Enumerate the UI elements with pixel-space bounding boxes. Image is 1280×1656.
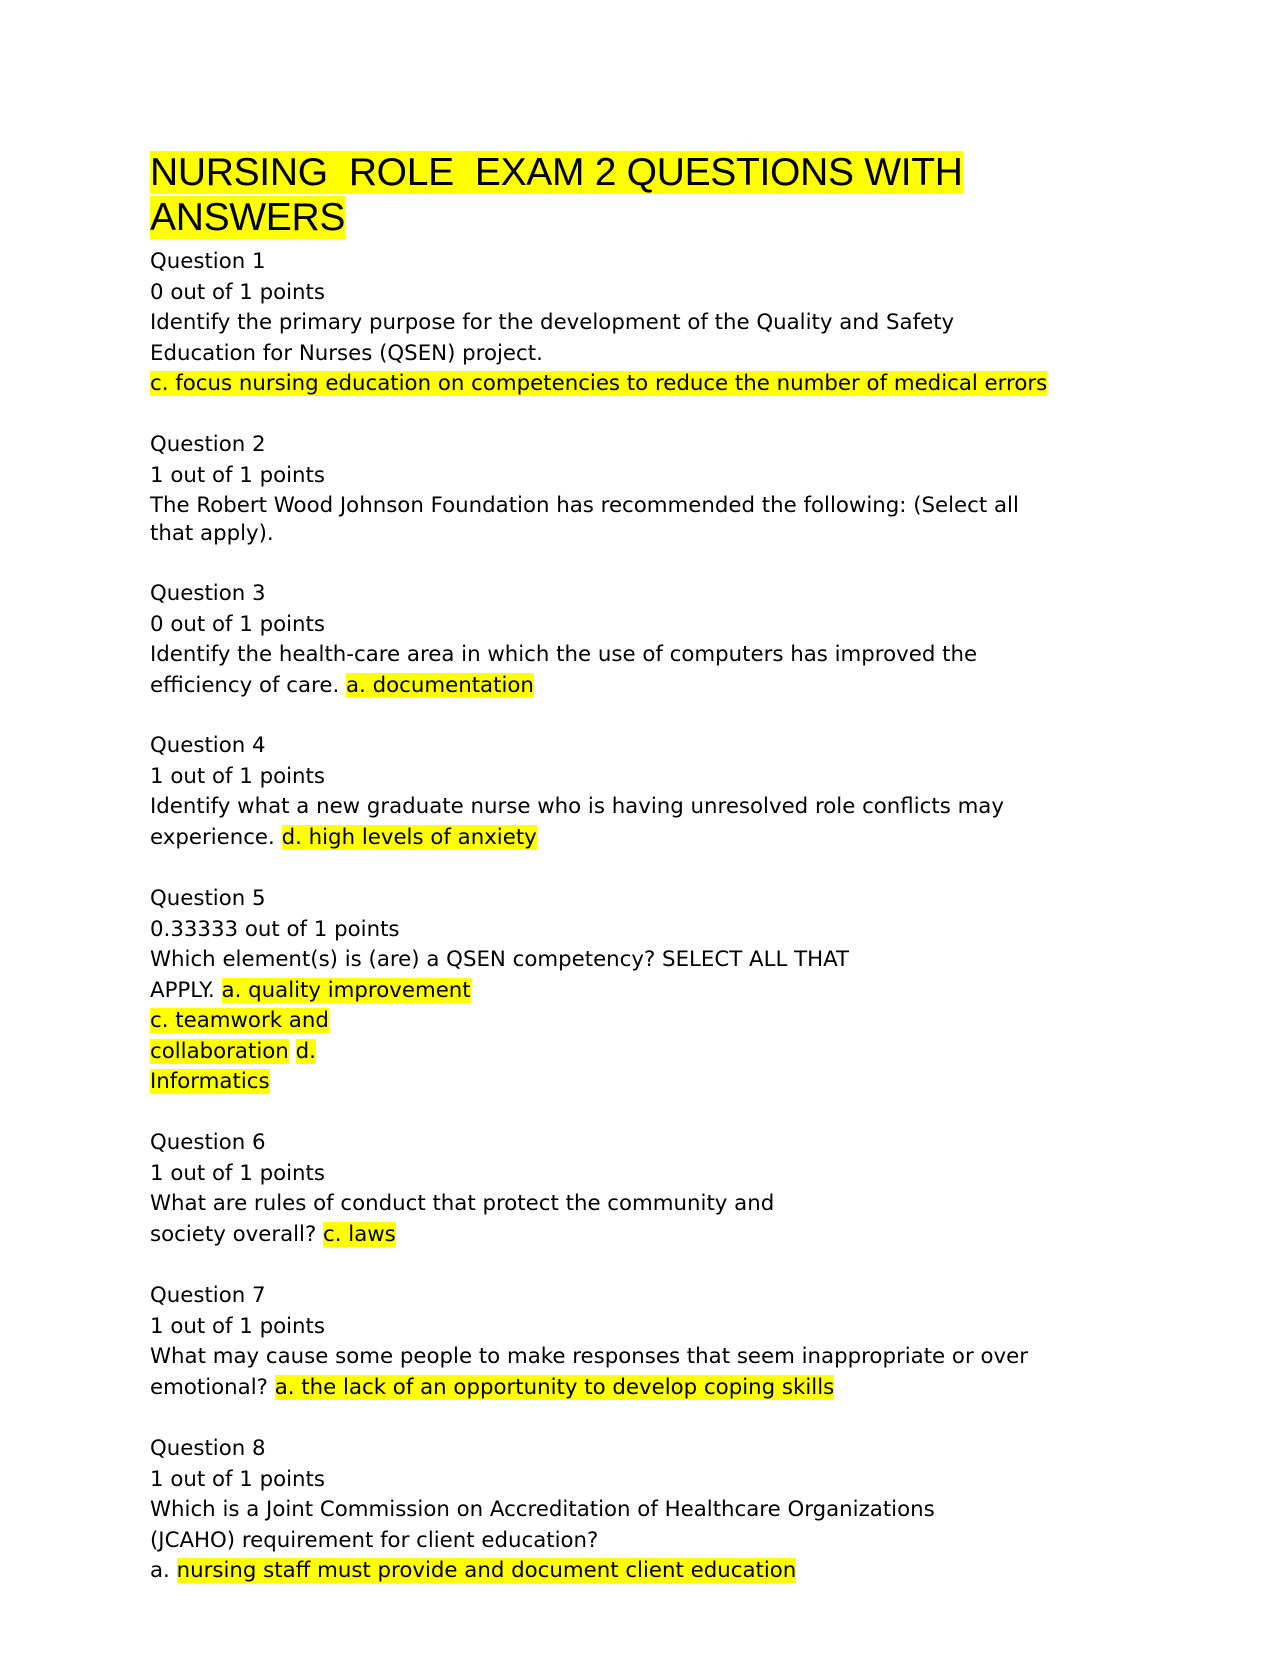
highlighted-answer: c. teamwork and — [150, 1008, 329, 1033]
question-score: 1 out of 1 points — [150, 1466, 325, 1492]
question-text: Which is a Joint Commission on Accreditation of Healthcare Organizations — [150, 1497, 935, 1522]
question-text: Education for Nurses (QSEN) project. — [150, 340, 543, 366]
question-text: efficiency of care. — [150, 672, 346, 698]
highlighted-answer: c. focus nursing education on competencies to reduce the number of medical errors — [150, 371, 1048, 396]
highlighted-answer: Informatics — [150, 1069, 270, 1094]
question-score: 1 out of 1 points — [150, 462, 325, 488]
question-1 — [150, 247, 1150, 400]
question-6 — [150, 1128, 1150, 1250]
question-7 — [150, 1281, 1150, 1403]
highlighted-answer: nursing staff must provide and document client education — [176, 1558, 797, 1583]
question-text: that apply). — [150, 520, 274, 546]
title-line-2: ANSWERS — [150, 196, 346, 239]
highlighted-answer: collaboration — [150, 1038, 289, 1064]
question-label: Question 5 — [150, 886, 266, 911]
question-4 — [150, 731, 1150, 853]
title-line-1: NURSING ROLE EXAM 2 QUESTIONS WITH — [150, 151, 963, 194]
question-label: Question 1 — [150, 249, 266, 274]
document-title — [150, 150, 1150, 240]
question-text: emotional? — [150, 1374, 275, 1400]
question-text: What may cause some people to make responses that seem inappropriate or over — [150, 1344, 1028, 1369]
highlighted-answer: c. laws — [323, 1221, 396, 1247]
question-label: Question 8 — [150, 1436, 266, 1461]
question-text: society overall? — [150, 1221, 324, 1247]
question-text: Identify what a new graduate nurse who is having unresolved role conflicts may — [150, 794, 1004, 819]
highlighted-answer: d. — [295, 1038, 316, 1064]
question-score: 1 out of 1 points — [150, 763, 325, 789]
question-text: a. — [150, 1558, 177, 1583]
question-score: 0 out of 1 points — [150, 279, 325, 305]
question-score: 1 out of 1 points — [150, 1160, 325, 1186]
question-2 — [150, 430, 1150, 546]
question-5 — [150, 884, 1150, 1098]
highlighted-answer: a. documentation — [346, 672, 534, 698]
question-label: Question 4 — [150, 733, 266, 758]
question-label: Question 2 — [150, 432, 266, 457]
highlighted-answer: a. quality improvement — [221, 977, 471, 1003]
question-text: (JCAHO) requirement for client education? — [150, 1527, 599, 1553]
question-text: APPLY. — [150, 977, 222, 1003]
question-label: Question 7 — [150, 1283, 266, 1308]
question-score: 0 out of 1 points — [150, 611, 325, 637]
highlighted-answer: d. high levels of anxiety — [281, 824, 537, 850]
question-8 — [150, 1434, 1150, 1587]
question-score: 0.33333 out of 1 points — [150, 916, 400, 942]
question-3 — [150, 579, 1150, 701]
question-text: Identify the primary purpose for the development of the Quality and Safety — [150, 310, 955, 335]
question-text: Which element(s) is (are) a QSEN competency? SELECT ALL THAT — [150, 947, 850, 972]
question-text: Identify the health-care area in which the use of computers has improved the — [150, 642, 978, 667]
highlighted-answer: a. the lack of an opportunity to develop coping skills — [274, 1374, 835, 1400]
question-text: What are rules of conduct that protect the community and — [150, 1191, 775, 1216]
question-text: The Robert Wood Johnson Foundation has recommended the following: (Select all — [150, 493, 1019, 518]
question-label: Question 3 — [150, 581, 266, 606]
question-label: Question 6 — [150, 1130, 266, 1155]
question-text: experience. — [150, 824, 282, 850]
question-score: 1 out of 1 points — [150, 1313, 325, 1339]
